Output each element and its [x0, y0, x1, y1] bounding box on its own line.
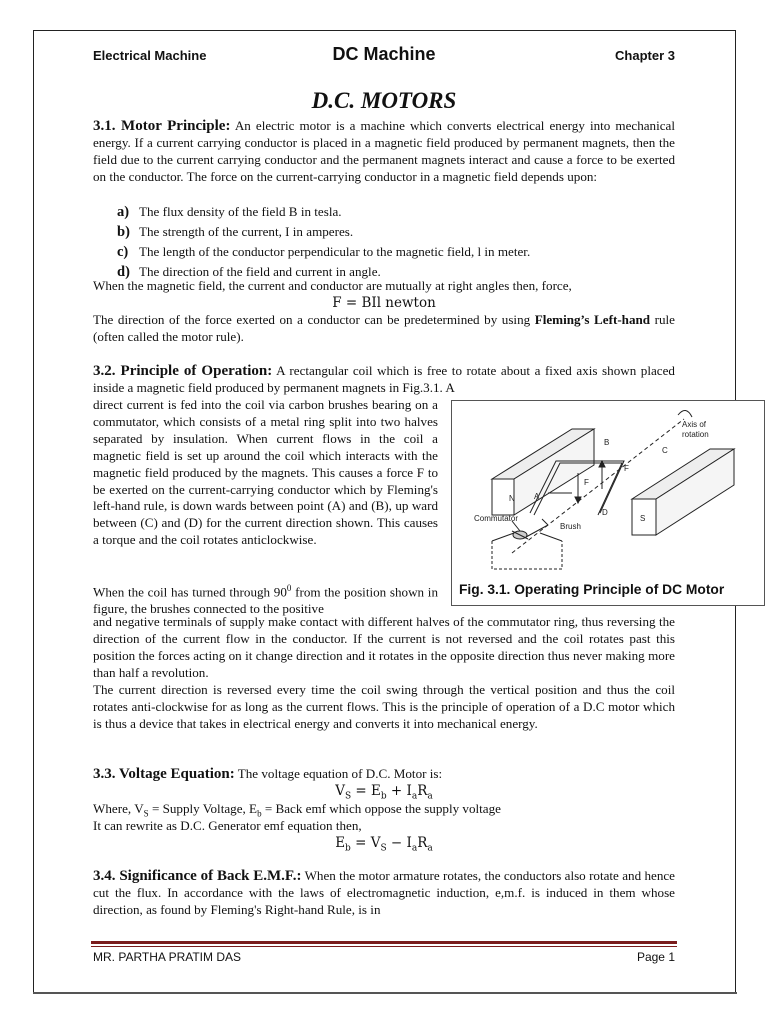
- section-heading: 3.2. Principle of Operation:: [93, 363, 273, 379]
- fig-label-b: B: [604, 438, 610, 447]
- footer-page-number: Page 1: [636, 950, 675, 964]
- fig-label-d: D: [602, 508, 608, 517]
- section-text: The voltage equation of D.C. Motor is:: [237, 766, 443, 781]
- voltage-equation-1: $V_S = E_b + I_aR_a$: [335, 783, 433, 802]
- section-motor-principle: [93, 118, 675, 186]
- fig-label-f2: F: [624, 464, 629, 473]
- section-heading: 3.1. Motor Principle:: [93, 118, 231, 134]
- list-item: a) The flux density of the field B in tesla.: [117, 204, 342, 220]
- right-angle-text: When the magnetic field, the current and conductor are mutually at right angles then, force,: [93, 278, 572, 293]
- footer-rule: [91, 941, 677, 944]
- fig-label-rotation: rotation: [682, 430, 709, 439]
- page-title: D.C. MOTORS: [311, 88, 457, 113]
- voltage-where-text: Where, $V_S$ = Supply Voltage, $E_b$ = Back emf which oppose the supply voltage: [93, 801, 501, 819]
- list-item: d) The direction of the field and current in angle.: [117, 264, 381, 280]
- list-item: b) The strength of the current, I in amperes.: [117, 224, 354, 240]
- list-item: c) The length of the conductor perpendicular to the magnetic field, l in meter.: [117, 244, 531, 260]
- fig-label-c: C: [662, 446, 668, 455]
- section-text: An electric motor is a machine which converts electrical energy into mechanical energy. If a current carrying conductor is placed in a magnetic field produced by permanent magnets, then the field due to the current carrying conductor and the permanent magnets interact and cause a force to be exerted on the conductor. The force on the current-carrying conductor in a magnetic field depends upon:: [93, 118, 676, 184]
- header-subject: Electrical Machine: [93, 48, 207, 63]
- fig-label-f1: F: [584, 478, 589, 487]
- fig-label-brush: Brush: [560, 522, 581, 531]
- footer-author: MR. PARTHA PRATIM DAS: [93, 950, 242, 964]
- fig-label-s: S: [640, 514, 646, 523]
- fleming-rule-text: The direction of the force exerted on a conductor can be predetermined by using Fleming’s Left-hand rule (often called the motor rule).: [93, 312, 675, 344]
- fig-label-axis: Axis of: [682, 420, 707, 429]
- fig-label-commutator: Commutator: [474, 514, 519, 523]
- voltage-rewrite-text: It can rewrite as D.C. Generator emf equation then,: [93, 818, 362, 833]
- footer-rule-thin: [91, 946, 677, 947]
- fig-label-n: N: [509, 494, 515, 503]
- operation-column-text: direct current is fed into the coil via carbon brushes bearing on a commutator, which consists of a metal ring split into two halves separated by insulation. When current flows in the coil a magnetic field is set up around the coil which interacts with the magnetic field produced by the magnets. This causes a force F to be exerted on the current-carrying conductor which by Fleming's left-hand rule, is down wards between point (A) and (B), up ward between (C) and (D) for the current direction shown. This causes a torque and the coil rotates anticlockwise.: [93, 397, 438, 548]
- operation-continued: and negative terminals of supply make contact with different halves of the commutator ring, thus reversing the direction of the current flow in the conductor. If the current is not reversed and the coil rotates past this position the forces acting on it change direction and it rotates in the opposite direction thus never making more than half a revolution.: [93, 614, 675, 680]
- fig-label-a: A: [534, 492, 540, 501]
- section-heading: 3.4. Significance of Back E.M.F.:: [93, 868, 302, 884]
- section-operation: [93, 363, 675, 397]
- operation-column-text-2: When the coil has turned through $90^0$ from the position shown in figure, the brushes connected to the positive: [93, 583, 438, 617]
- section-text: A rectangular coil which is free to rotate about a fixed axis shown placed inside a magnetic field produced by permanent magnets in Fig.3.1. A: [93, 363, 675, 395]
- page-border-shadow: [33, 992, 737, 994]
- factor-list: [117, 202, 530, 282]
- section-heading: 3.3. Voltage Equation:: [93, 766, 235, 782]
- figure-caption: Fig. 3.1. Operating Principle of DC Motor: [459, 582, 725, 597]
- section-voltage-equation: [93, 766, 675, 783]
- header-topic: DC Machine: [332, 44, 436, 64]
- operation-summary: The current direction is reversed every time the coil swing through the vertical position and thus the coil rotates anti-clockwise for as long as the current flows. This is the principle of operation of a D.C motor which is thus a device that takes in electrical energy and converts it into mechanical energy.: [93, 682, 675, 731]
- section-text: When the motor armature rotates, the conductors also rotate and hence cut the flux. In accordance with the laws of electromagnetic induction, e,m.f. is induced in them whose direction, as found by Fleming's Right-hand Rule, is in: [93, 868, 675, 917]
- section-back-emf: [93, 868, 675, 919]
- voltage-equation-2: $E_b = V_S - I_aR_a$: [335, 835, 433, 854]
- header-chapter: Chapter 3: [615, 48, 675, 63]
- force-formula: F = BIl newton: [332, 295, 436, 311]
- fleming-rule-bold: Fleming’s Left-hand: [534, 312, 651, 327]
- dc-motor-diagram: [452, 401, 764, 581]
- figure-dc-motor: [451, 400, 765, 606]
